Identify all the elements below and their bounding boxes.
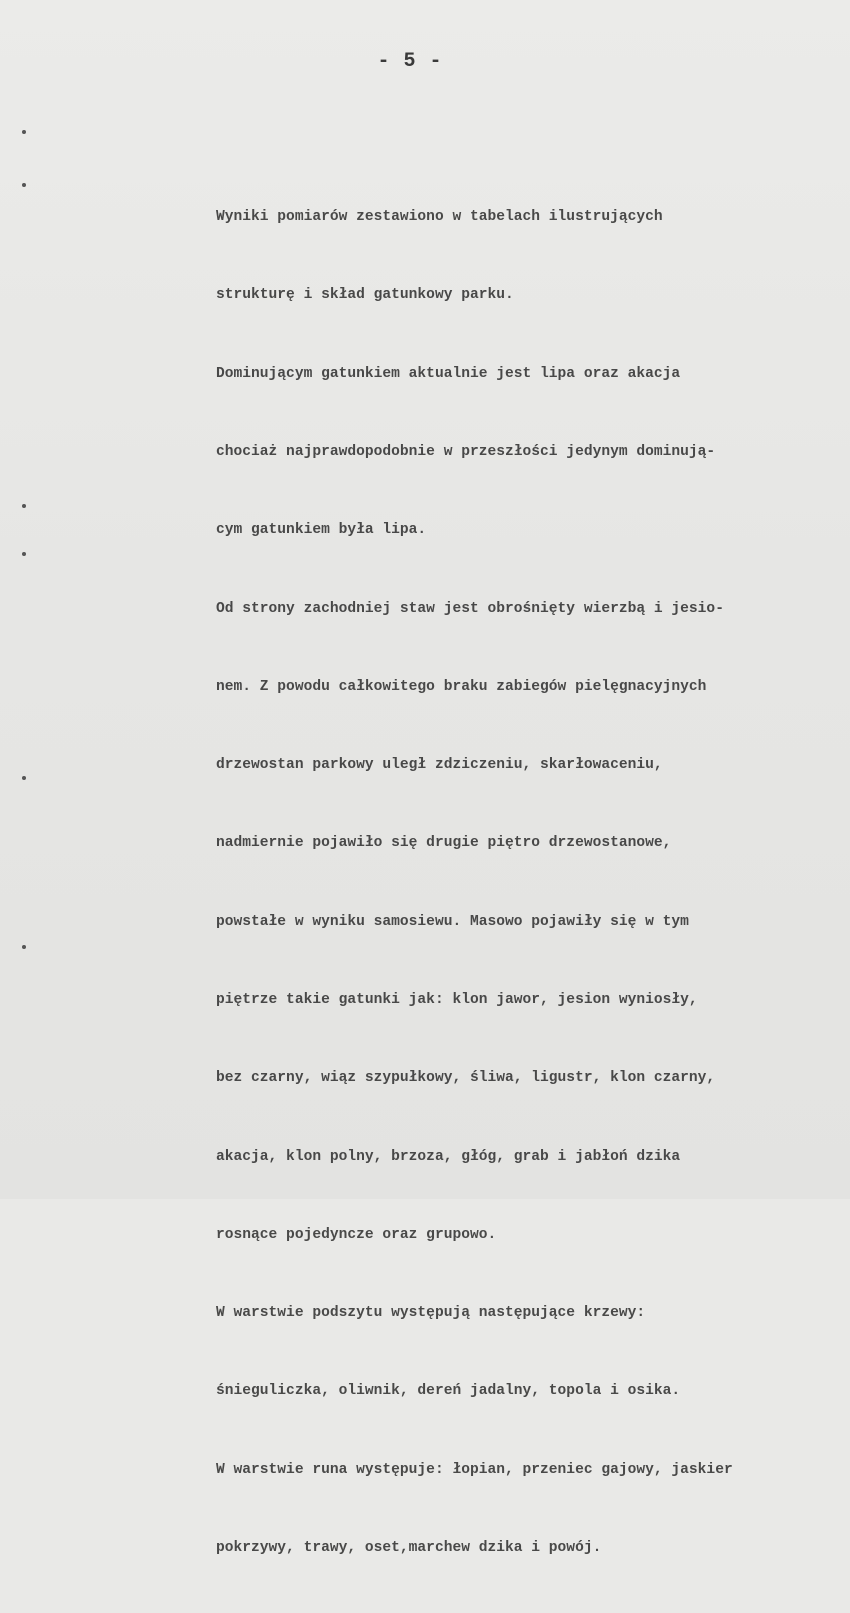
text-line: W warstwie podszytu występują następujące krzewy: (216, 1305, 646, 1322)
margin-mark (22, 504, 26, 508)
text-line: piętrze takie gatunki jak: klon jawor, jesion wyniosły, (216, 992, 698, 1008)
body-text (216, 152, 836, 1613)
text-line: Od strony zachodniej staw jest obrośnięty wierzbą i jesio- (216, 600, 724, 617)
text-line: drzewostan parkowy uległ zdziczeniu, skarłowaceniu, (216, 757, 663, 774)
text-line: śnieguliczka, oliwnik, dereń jadalny, topola i osika. (216, 1383, 681, 1400)
margin-mark (22, 945, 26, 949)
text-line: rosnące pojedyncze oraz grupowo. (216, 1226, 497, 1243)
text-line: chociaż najprawdopodobnie w przeszłości jedynym dominują- (216, 444, 716, 461)
text-line: strukturę i skład gatunkowy parku. (216, 287, 514, 304)
text-line: cym gatunkiem była lipa. (216, 522, 427, 539)
text-line: Wyniki pomiarów zestawiono w tabelach ilustrujących (216, 209, 663, 226)
text-line: nadmiernie pojawiło się drugie piętro drzewostanowe, (216, 835, 672, 852)
margin-mark (22, 183, 26, 187)
margin-mark (22, 776, 26, 780)
text-line: Dominującym gatunkiem aktualnie jest lipa oraz akacja (216, 365, 681, 382)
text-line: powstałe w wyniku samosiewu. Masowo pojawiły się w tym (216, 913, 689, 930)
page-number: - 5 - (377, 50, 443, 73)
text-line: akacja, klon polny, brzoza, głóg, grab i jabłoń dzika (216, 1148, 681, 1165)
text-line: bez czarny, wiąz szypułkowy, śliwa, ligustr, klon czarny, (216, 1070, 716, 1087)
text-line: W warstwie runa występuje: łopian, przeniec gajowy, jaskier (216, 1461, 733, 1478)
text-line: nem. Z powodu całkowitego braku zabiegów pielęgnacyjnych (216, 678, 707, 695)
text-line: pokrzywy, trawy, oset,marchew dzika i powój. (216, 1539, 602, 1556)
margin-mark (22, 130, 26, 134)
margin-mark (22, 552, 26, 556)
